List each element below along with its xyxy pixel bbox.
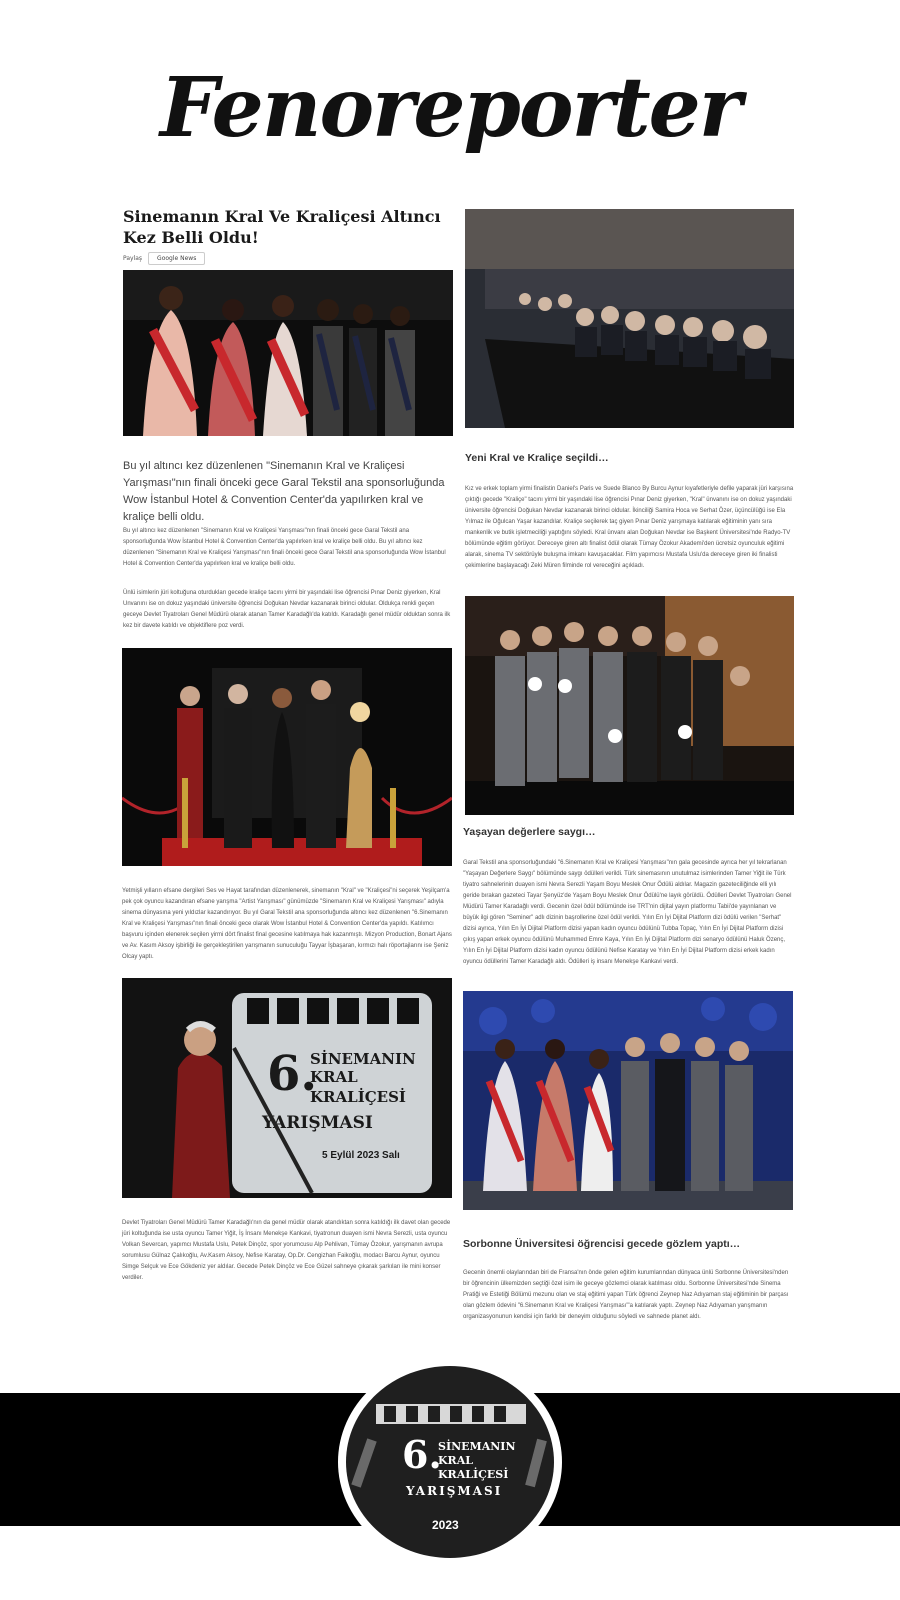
banner-line-2: KRAL xyxy=(310,1068,358,1086)
article-paragraph-3-block xyxy=(122,886,452,963)
section-living-values xyxy=(463,826,792,838)
heading-sorbonne: Sorbonne Üniversitesi öğrencisi gecede gözlem yaptı… xyxy=(463,1238,741,1250)
badge-year: 2023 xyxy=(432,1518,459,1532)
photo-finalists-blue-stage xyxy=(463,991,793,1210)
article-paragraph-3: Yetmişli yılların efsane dergileri Ses ve Hayat tarafından düzenlenerek, sinemanın "Kral" ve "Kraliçesi"ni seçerek Yeşilçam'a pek çok oyuncu kazandıran efsane yarışma "Artist Yarışması" günümüzde "Sinemanın Kral ve Kraliçesi Yarışması" adıyla sinema dünyasına yeni yıldızlar kazandırıyor. Bu yıl Garal Tekstil ana sponsorluğunda altıncı kez düzenlenen "6.Sinemanın Kral ve Kraliçesi Yarışması"nın finali önceki gece olarak Wow İstanbul Hotel & Convention Center'da yapıldı. Katılımcı başvuru içinden elenerek seçilen yirmi dört finalist final gecesine katılmaya hak kazanmıştı. Mizyon Production, Bonart Ajans ve Av. Kasım Aksoy işbirliği ile gerçekleştirilen yarışmanın sunuculuğu Tayyar İşbaşaran, kırmızı halı röportajlarını ise Şeniz Olcay yaptı. xyxy=(122,888,452,960)
photo-audience xyxy=(465,209,794,428)
section-new-king-queen xyxy=(465,452,794,464)
photo-winners-stage xyxy=(123,270,453,436)
article-header xyxy=(123,206,453,265)
banner-line-4: YARIŞMASI xyxy=(262,1113,373,1133)
badge-line-3: KRALİÇESİ xyxy=(438,1468,509,1481)
section-sorbonne xyxy=(463,1238,792,1250)
badge-number: 6. xyxy=(402,1432,442,1477)
article-title: Sinemanın Kral Ve Kraliçesi Altıncı Kez Belli Oldu! xyxy=(123,207,441,247)
badge-line-2: KRAL xyxy=(438,1454,473,1467)
banner-number: 6. xyxy=(267,1046,318,1102)
photo-red-carpet xyxy=(122,648,452,866)
article-paragraph-1-block xyxy=(123,526,453,570)
banner-line-3: KRALİÇESİ xyxy=(310,1088,406,1106)
contest-badge-inner xyxy=(346,1366,554,1558)
article-paragraph-4: Devlet Tiyatroları Genel Müdürü Tamer Karadağlı'nın da genel müdür olarak atandıktan sonra katıldığı ilk davet olan gecede jüri koltuğunda ise usta oyuncu Tamer Yiğit, İş İnsanı Menekşe Kankavi, tiyatronun duayen ismi Nevra Serezli, usta oyuncu Volkan Severcan, yapımcı Mustafa Uslu, Petek Dinçöz, spor yorumcusu Alp Pehlivan, Tümay Özokur, yarışmanın avrupa sorumlusu Gülnaz Çalıkoğlu, Av.Kasım Aksoy, Nefise Karatay, Op.Dr. Cengizhan Faikoğlu, modacı Barcu Aynur, oyuncu Simge Selçuk ve Ece Gökdeniz yer aldılar. Gecede Petek Dinçöz ve Ece Güzel sahneye çıkarak şarkıları ile mini konser verdiler. xyxy=(122,1220,451,1281)
article-paragraph-2: Ünlü isimlerin jüri koltuğuna oturdukları gecede kraliçe tacını yirmi bir yaşındaki lise öğrencisi Pınar Deniz giyerken, Kral Unvanını ise on dokuz yaşındaki üniversite öğrencisi Doğukan Nevdar kazanarak birinci oldular. Oldukça renkli geçen geceye Devlet Tiyatroları Genel Müdürü olarak atanan Tamer Karadağlı'da katıldı. Karadağlı genel müdür olduktan sonra ilk kez bir davete katıldı ve objektiflere poz verdi. xyxy=(123,590,451,629)
article-paragraph-6: Garal Tekstil ana sponsorluğundaki "6.Sinemanın Kral ve Kraliçesi Yarışması"nın gala gecesinde ayrıca her yıl tekrarlanan "Yaşayan Değerlere Saygı" bölümünde saygı ödülleri verildi. Türk sinemasının unutulmaz isimlerinden Tamer Yiğit ile Türk tiyatro sahnelerinin duayen ismi Nevra Serezli Yaşam Boyu Meslek Onur Ödülü aldılar. Magazin gazeteciliğinde elli yılı geride bırakan gazeteci Tayar Şenyüz'de Yaşam Boyu Meslek Onur Ödülü'ne layık görüldü. Ödülleri Devlet Tiyatroları Genel Müdürü Tamer Karadağlı verdi. Gecenin özel ödül bölümünde ise TRT'nin dijital yayın platformu Tabii'de yayınlanan ve büyük ilgi gören "Seminer" adlı dizinin başrollerine özel ödül verildi. Yılın En İyi Dijital Platform dizi ödülü verilen "Serhat" dizisi ayrıca, Yılın En İyi Dijital Platform dizisi yapan kadın oyuncu ödülünü Tubba Topaç, Yılın En İyi Dijital Platform dizisi çıkış yapan erkek oyuncu ödülünü Muhammed Emre Kaya, Yılın En İyi Dijital Platform dizi senaryo ödülünü Haluk Özenç, Yılın En İyi Dijital Platform dizisi kadın oyuncu ödülünü Nefise Karatay ve Yılın En İyi Dijital Platform dizisi erkek kadın oyuncu ödüllerini Tamer Karadağlı aldı. Ödülleri iş insanı Menekşe Kankavi verdi. xyxy=(463,860,792,965)
article-paragraph-7: Gecenin önemli olaylarından biri de Fransa'nın önde gelen eğitim kurumlarından dünyaca ünlü Sorbonne Üniversitesi'nden bir öğrencinin ülkemizden seçtiği özel isim ile geceye gözlemci olarak katılması oldu. Sorbonne Üniversitesi'nde Sinema Pratiği ve Estetiği Bölümü mezunu olan ve staj eğitimi yapan Türk öğrenci Zeynep Naz Adıyaman staj eğitiminin bir parçası olan gözlem ödevini "6.Sinemanın Kral ve Kraliçesi Yarışması"'a katılarak yaptı. Zeynep Naz Adıyaman yarışmanın organizasyonunun kendisi için farklı bir deneyim olduğunu söyledi ve sahnede planet aldı. xyxy=(463,1270,789,1320)
share-bar xyxy=(123,252,453,265)
article-paragraph-5-block xyxy=(465,484,794,572)
badge-line-4: YARIŞMASI xyxy=(406,1484,503,1498)
article-paragraph-1: Bu yıl altıncı kez düzenlenen "Sinemanın Kral ve Kraliçesi Yarışması"nın finali önceki gece Garal Tekstil ana sponsorluğunda Wow İstanbul Hotel & Convention Center'da yapılırken kral ve kraliçe belli oldu. Bu yıl altıncı kez düzenlenen "Sinemanın Kral ve Kraliçesi Yarışması"nın finali önceki gece Garal Tekstil ana sponsorluğunda Wow İstanbul Hotel & Convention Center'da yapılırken kral ve kraliçe belli oldu. xyxy=(123,528,446,567)
masthead xyxy=(0,60,900,156)
site-logo[interactable]: Fenoreporter xyxy=(159,60,741,156)
banner-line-1: SİNEMANIN xyxy=(310,1050,416,1068)
article-lead-block xyxy=(123,458,453,526)
article-paragraph-7-block xyxy=(463,1268,792,1323)
banner-date: 5 Eylül 2023 Salı xyxy=(322,1150,400,1161)
article-paragraph-2-block xyxy=(123,588,453,632)
google-news-button[interactable]: Google News xyxy=(148,252,205,265)
heading-new-king-queen: Yeni Kral ve Kraliçe seçildi… xyxy=(465,452,609,464)
photo-speaker-banner xyxy=(122,978,452,1198)
article-lead: Bu yıl altıncı kez düzenlenen "Sinemanın Kral ve Kraliçesi Yarışması"nın finali önceki gece Garal Tekstil ana sponsorluğunda Wow İstanbul Hotel & Convention Center'da yapılırken kral ve kraliçe belli oldu. xyxy=(123,460,445,523)
share-label: Paylaş xyxy=(123,255,143,262)
article-paragraph-4-block xyxy=(122,1218,452,1284)
article-paragraph-6-block xyxy=(463,858,792,968)
article-paragraph-5: Kız ve erkek toplam yirmi finalistin Daniel's Paris ve Suede Blanco By Burcu Aynur kıyafetleriyle defile yaparak jüri karşısına çıktığı gecede "Kraliçe" tacını yirmi bir yaşındaki lise öğrencisi Pınar Deniz giyerken, "Kral" ünvanını ise on dokuz yaşındaki üniversite öğrencisi Doğukan Nevdar kazanarak birinci oldular. İkinciliği Samira Hoca ve Serhat Özer, üçüncülüğü ise Ela Yılmaz ile Oğulcan Yaşar kazandılar. Kraliçe seçilerek taç giyen Pınar Deniz yarışmaya katılarak eğitiminin yanı sıra mankenlik ve butik işletmeciliği yaptığını söyledi. Kral ünvanı alan Doğukan Nevdar ise Başkent Üniversitesi'nde Radyo-TV bölümünde eğitim görüyor. Dereceye giren altı finalist ödül olarak Tümay Özokur Akademi'den ücretsiz oyunculuk eğitimi alarak, sinema TV sektörüyle buluşma imkanı kavuşacaklar. Film yapımcısı Mustafa Uslu'da dereceye giren iki finalisti çekimlerine başlayacağı Zeki Müren filminde rol vereceğini açıkladı. xyxy=(465,486,794,569)
photo-male-finalists xyxy=(465,596,794,815)
heading-living-values: Yaşayan değerlere saygı… xyxy=(463,826,596,838)
contest-badge xyxy=(338,1358,562,1566)
badge-line-1: SİNEMANIN xyxy=(438,1440,516,1453)
